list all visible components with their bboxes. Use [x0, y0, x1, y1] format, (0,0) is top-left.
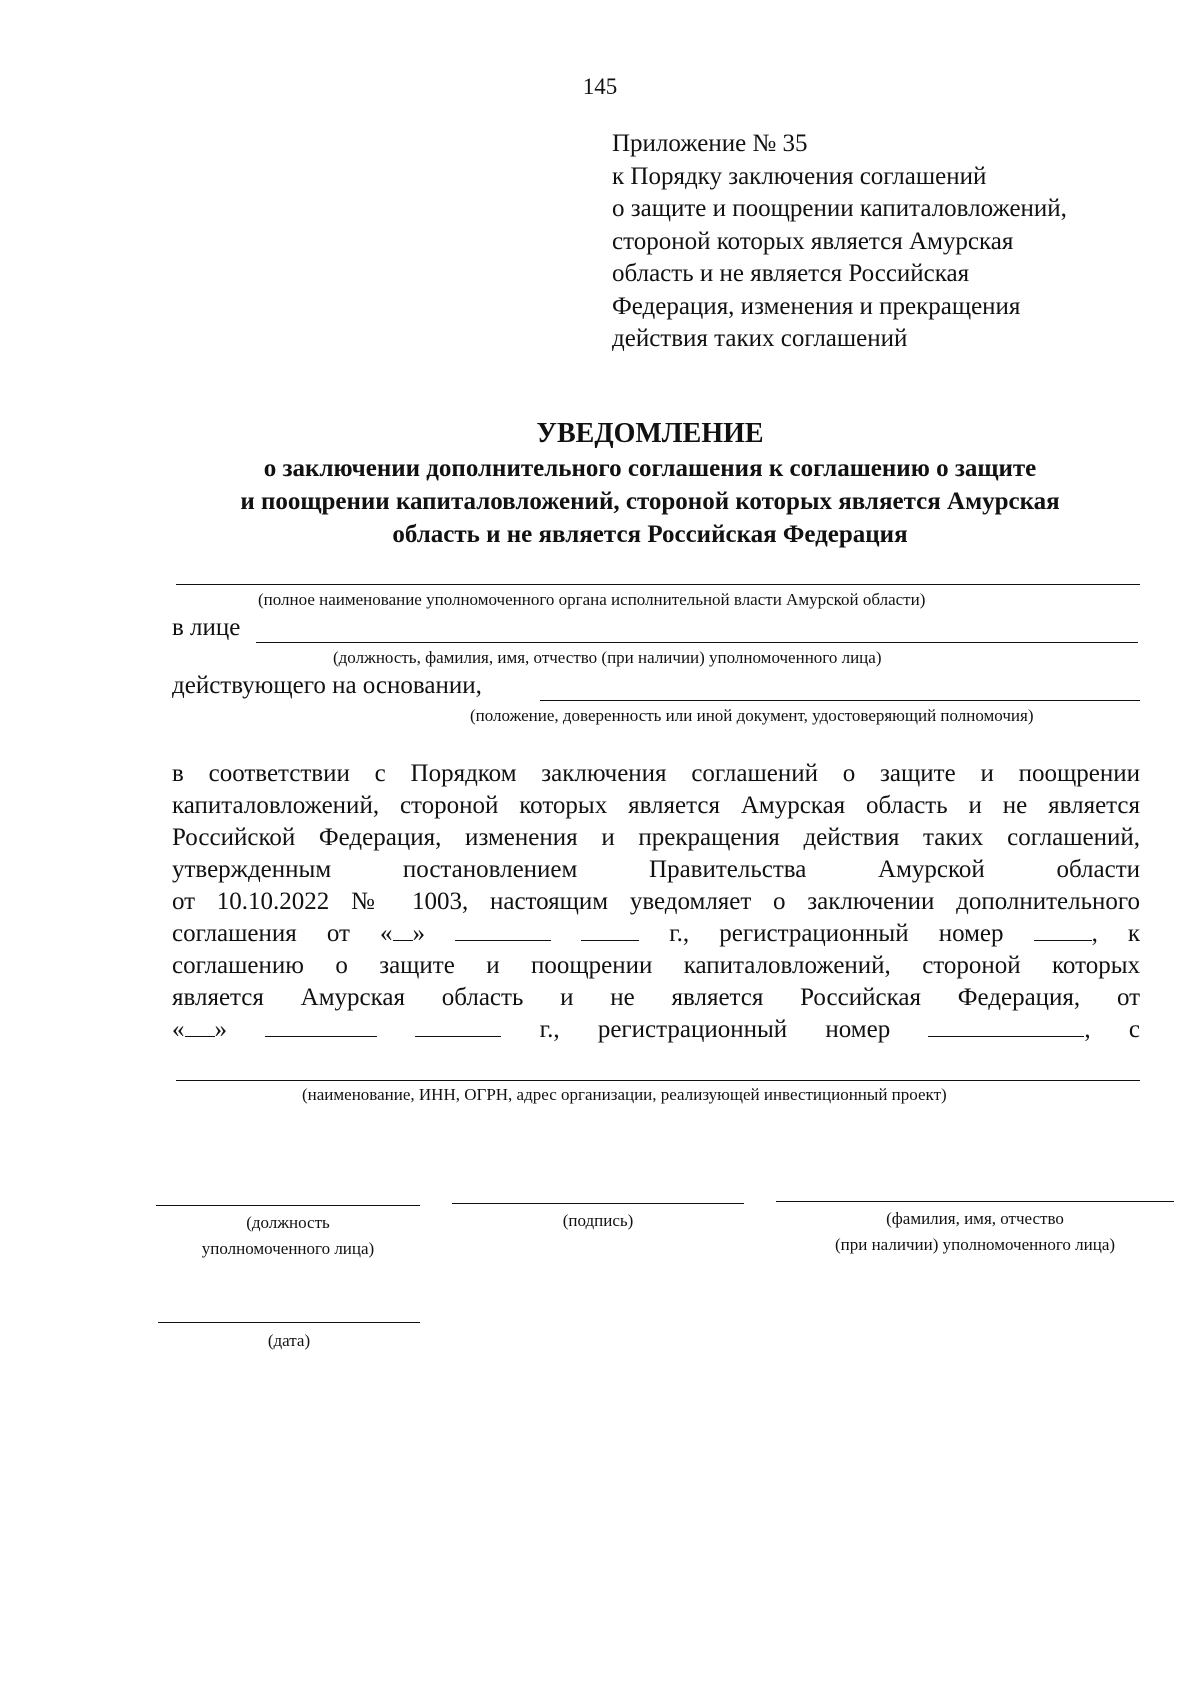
body-line: Российской Федерация, изменения и прекращения действия таких соглашений, — [172, 824, 1140, 851]
body-line: от 10.10.2022 № 1003, настоящим уведомляет о заключении дополнительного — [172, 888, 1141, 915]
authority-caption: (полное наименование уполномоченного органа исполнительной власти Амурской области) — [258, 590, 926, 609]
annex-line: к Порядку заключения соглашений — [612, 162, 987, 190]
authority-field-line[interactable] — [176, 584, 1140, 585]
body-line: капиталовложений, стороной которых является Амурская область и не является — [172, 792, 1140, 819]
body-line: в соответствии с Порядком заключения соглашений о защите и поощрении — [172, 760, 1140, 787]
annex-line: стороной которых является Амурская — [612, 227, 1014, 255]
in-person-label: в лице — [172, 614, 241, 641]
in-person-caption: (должность, фамилия, имя, отчество (при наличии) уполномоченного лица) — [333, 648, 882, 667]
annex-line: о защите и поощрении капиталовложений, — [612, 195, 1067, 222]
date-signature-line[interactable] — [158, 1322, 420, 1323]
signature-line[interactable] — [452, 1203, 744, 1204]
annex-line: Федерация, изменения и прекращения — [612, 292, 1021, 320]
annex-header — [612, 128, 1067, 356]
position-signature-line[interactable] — [156, 1205, 420, 1206]
position-caption: (должность уполномоченного лица) — [201, 1213, 375, 1258]
title-sub-line: и поощрении капиталовложений, стороной которых является Амурская — [240, 488, 1060, 515]
acting-basis-caption: (положение, доверенность или иной документ, удостоверяющий полномочия) — [470, 706, 1034, 725]
day-field[interactable] — [393, 920, 413, 941]
title-main: УВЕДОМЛЕНИЕ — [536, 418, 764, 449]
agreement-month-field[interactable] — [265, 1016, 377, 1037]
body-line: соглашения от « » г., регистрационный номер , к — [172, 920, 1141, 947]
title-sub-line: о заключении дополнительного соглашения к соглашению о защите — [263, 455, 1037, 482]
title-sub-line: область и не является Российская Федерация — [392, 521, 908, 548]
body-line: является Амурская область и не является Российская Федерация, от — [172, 984, 1141, 1011]
year-field[interactable] — [581, 920, 639, 941]
date-caption: (дата) — [267, 1331, 311, 1350]
acting-basis-field-line[interactable] — [540, 700, 1140, 701]
body-line: утвержденным постановлением Правительства Амурской области — [172, 856, 1141, 883]
month-field[interactable] — [455, 920, 551, 941]
body-line: соглашению о защите и поощрении капиталовложений, стороной которых — [172, 952, 1140, 979]
agreement-registration-number-field[interactable] — [928, 1016, 1084, 1037]
page-number: 145 — [582, 74, 618, 99]
organization-caption: (наименование, ИНН, ОГРН, адрес организации, реализующей инвестиционный проект) — [302, 1085, 947, 1104]
body-line: « » г., регистрационный номер , с — [172, 1016, 1140, 1043]
annex-line: область и не является Российская — [612, 260, 970, 287]
agreement-year-field[interactable] — [415, 1016, 501, 1037]
signature-caption: (подпись) — [562, 1211, 634, 1230]
in-person-field-line[interactable] — [256, 642, 1138, 643]
full-name-caption: (фамилия, имя, отчество (при наличии) уполномоченного лица) — [834, 1209, 1116, 1254]
registration-number-field[interactable] — [1034, 920, 1092, 941]
annex-line: Приложение № 35 — [612, 130, 808, 157]
agreement-day-field[interactable] — [185, 1016, 215, 1037]
document-title — [150, 416, 1150, 551]
organization-field-line[interactable] — [176, 1080, 1140, 1081]
body-paragraph — [172, 758, 1140, 1046]
full-name-signature-line[interactable] — [776, 1201, 1174, 1202]
acting-basis-label: действующего на основании, — [172, 672, 482, 699]
annex-line: действия таких соглашений — [612, 325, 908, 352]
